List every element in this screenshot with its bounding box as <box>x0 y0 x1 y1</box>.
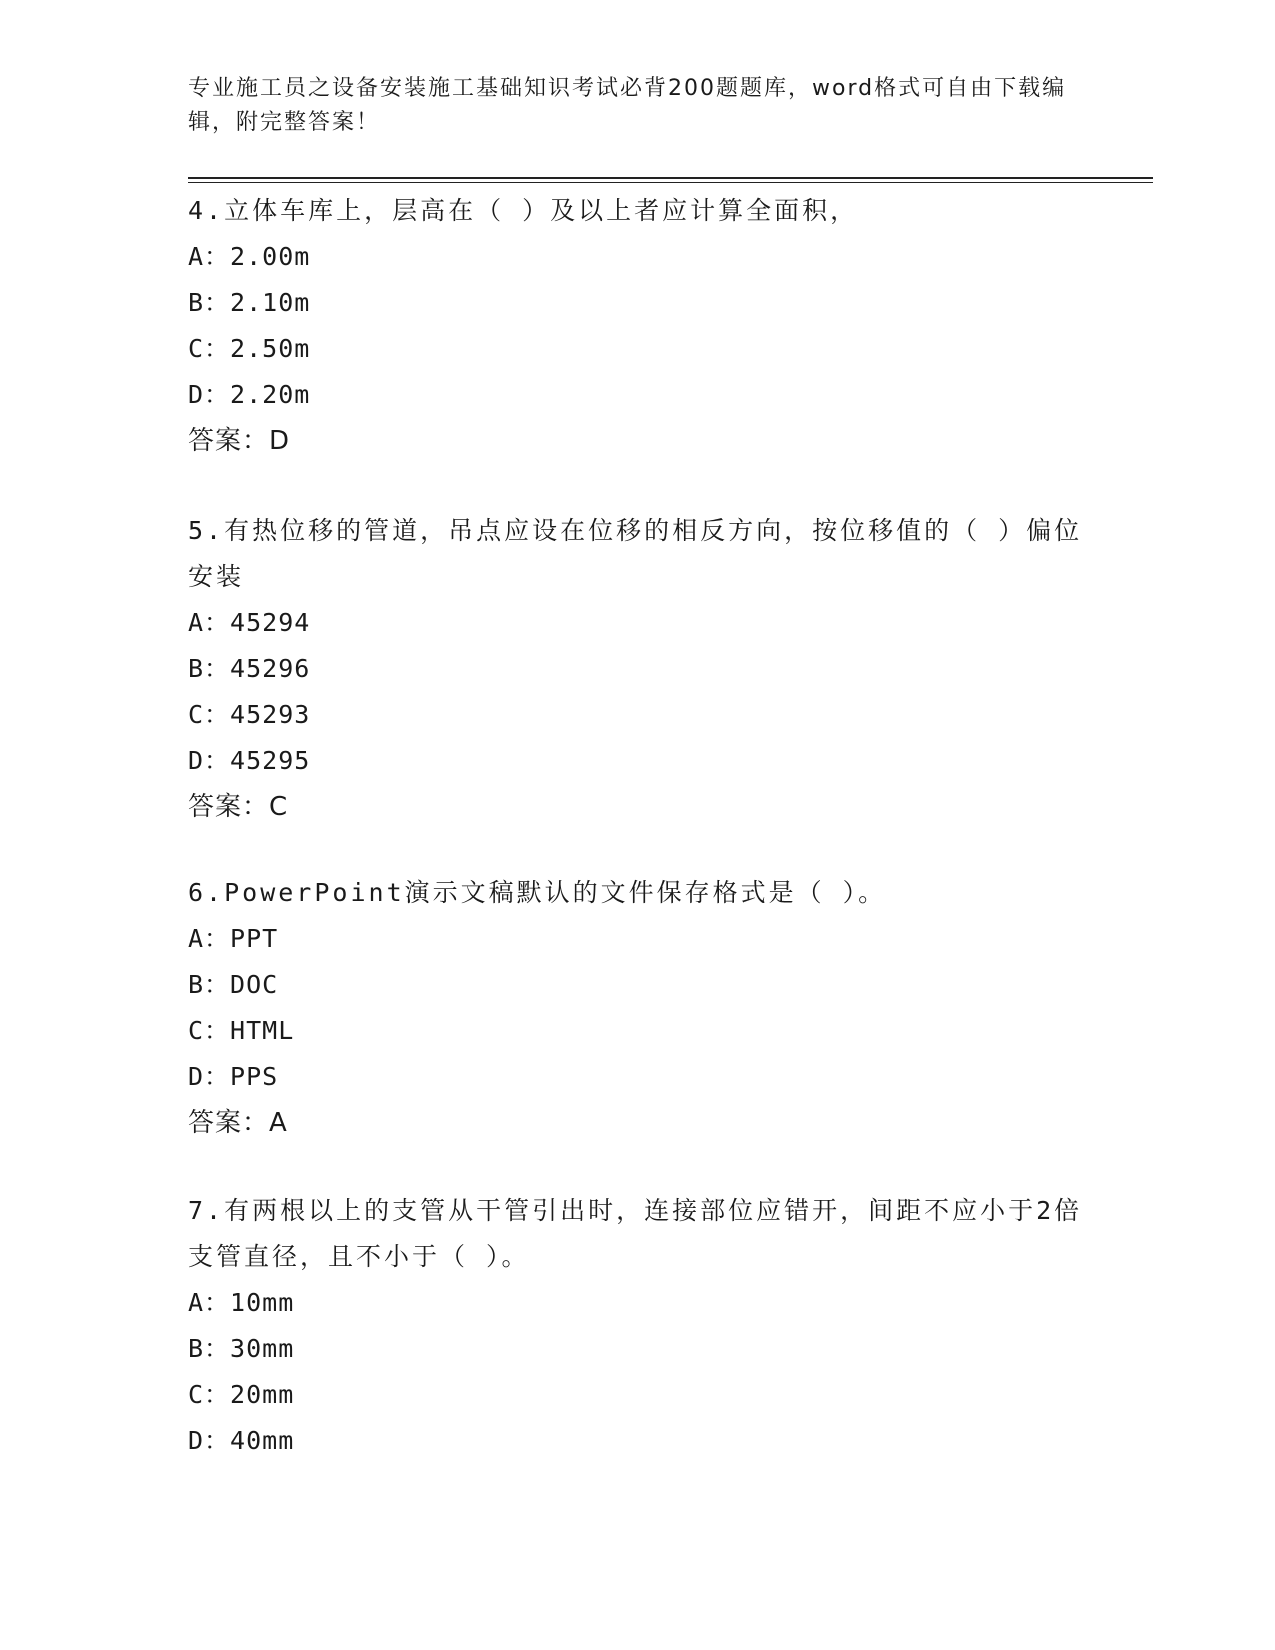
option-a: A：45294 <box>188 608 311 637</box>
question-4 <box>188 188 1088 464</box>
option-b: B：DOC <box>188 970 279 999</box>
option-a: A：PPT <box>188 924 279 953</box>
header-divider-thin <box>188 182 1153 183</box>
question-6 <box>188 870 1088 1146</box>
question-5 <box>188 508 1088 830</box>
question-stem: 6.PowerPoint演示文稿默认的文件保存格式是（ ）。 <box>188 878 887 907</box>
option-a: A：2.00m <box>188 242 311 271</box>
option-c: C：HTML <box>188 1016 295 1045</box>
question-stem: 7.有两根以上的支管从干管引出时，连接部位应错开，间距不应小于2倍支管直径，且不小于（ ）。 <box>188 1196 1083 1271</box>
question-7 <box>188 1188 1088 1464</box>
option-b: B：45296 <box>188 654 311 683</box>
option-d: D：PPS <box>188 1062 279 1091</box>
answer-line: 答案：A <box>188 1108 288 1138</box>
question-stem: 5.有热位移的管道，吊点应设在位移的相反方向，按位移值的（ ）偏位安装 <box>188 516 1083 591</box>
option-b: B：30mm <box>188 1334 295 1363</box>
option-d: D：45295 <box>188 746 311 775</box>
option-b: B：2.10m <box>188 288 311 317</box>
option-d: D：40mm <box>188 1426 295 1455</box>
header-divider-thick <box>188 177 1153 179</box>
option-c: C：2.50m <box>188 334 311 363</box>
option-d: D：2.20m <box>188 380 311 409</box>
answer-line: 答案：D <box>188 426 291 456</box>
option-c: C：45293 <box>188 700 311 729</box>
option-c: C：20mm <box>188 1380 295 1409</box>
question-stem: 4.立体车库上，层高在（ ）及以上者应计算全面积， <box>188 196 859 225</box>
document-title: 专业施工员之设备安装施工基础知识考试必背200题题库，word格式可自由下载编辑，附完整答案！ <box>188 76 1067 135</box>
option-a: A：10mm <box>188 1288 295 1317</box>
answer-line: 答案：C <box>188 792 289 822</box>
